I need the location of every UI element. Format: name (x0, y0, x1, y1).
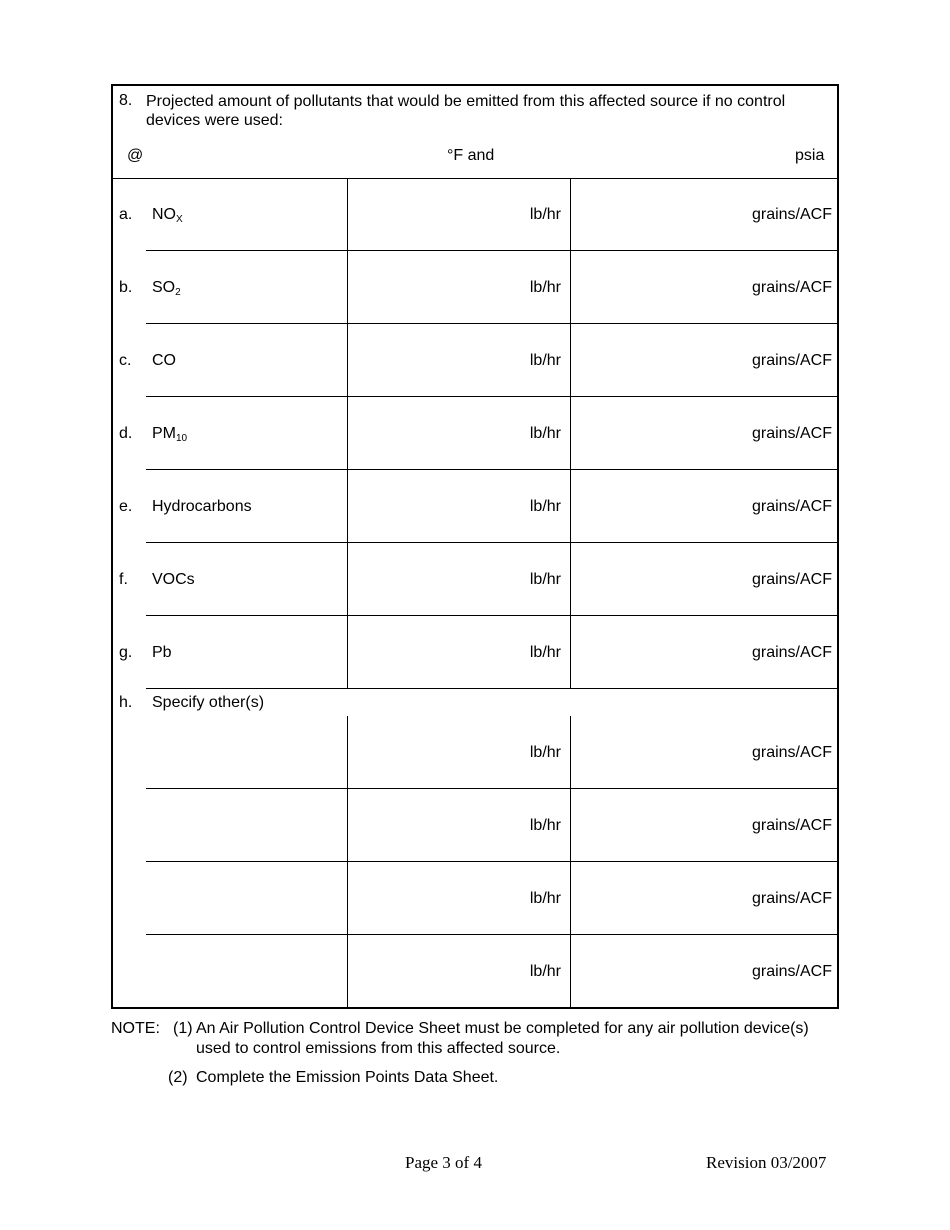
grains-acf-unit: grains/ACF (751, 644, 832, 661)
row-letter-b: b. (119, 279, 133, 296)
pollutant-hydrocarbons: Hydrocarbons (152, 498, 252, 515)
row-letter-g: g. (119, 644, 133, 661)
lb-hr-unit: lb/hr (529, 817, 561, 834)
grains-acf-unit: grains/ACF (751, 571, 832, 588)
row-letter-h: h. (119, 694, 133, 711)
column-divider-2 (570, 178, 571, 688)
lb-hr-unit: lb/hr (529, 352, 561, 369)
other-name-field[interactable] (146, 790, 346, 861)
other-name-field[interactable] (146, 716, 346, 788)
lb-hr-unit: lb/hr (529, 571, 561, 588)
lb-hr-unit: lb/hr (529, 279, 561, 296)
row-divider (146, 788, 837, 789)
row-divider (146, 250, 837, 251)
grains-acf-unit: grains/ACF (751, 352, 832, 369)
row-letter-e: e. (119, 498, 133, 515)
row-divider (146, 469, 837, 470)
grains-acf-unit: grains/ACF (751, 817, 832, 834)
lb-hr-unit: lb/hr (529, 644, 561, 661)
pressure-label: psia (795, 147, 825, 164)
lb-hr-unit: lb/hr (529, 963, 561, 980)
lb-hr-unit: lb/hr (529, 890, 561, 907)
note-number: (1) (173, 1020, 193, 1037)
grains-acf-unit: grains/ACF (751, 279, 832, 296)
lb-hr-unit: lb/hr (529, 425, 561, 442)
row-divider (146, 861, 837, 862)
grid-top-line (113, 178, 837, 179)
pollutant-co: CO (152, 352, 176, 369)
grains-acf-unit: grains/ACF (751, 498, 832, 515)
question-number: 8. (119, 92, 133, 109)
row-letter-d: d. (119, 425, 133, 442)
specify-other-label: Specify other(s) (152, 694, 265, 711)
note-label: NOTE: (111, 1020, 160, 1037)
grains-acf-unit: grains/ACF (751, 963, 832, 980)
pollutant-nox: $NO_X$ (152, 206, 183, 225)
lb-hr-unit: lb/hr (529, 206, 561, 223)
question-text: Projected amount of pollutants that would be emitted from this affected source if no control devices were used: (146, 93, 786, 129)
at-symbol: @ (127, 147, 144, 164)
note-text: Complete the Emission Points Data Sheet. (196, 1069, 499, 1086)
lb-hr-unit: lb/hr (529, 744, 561, 761)
other-name-field[interactable] (146, 936, 346, 1006)
row-divider (146, 688, 837, 689)
row-divider (146, 396, 837, 397)
note-number: (2) (168, 1069, 188, 1086)
pollutant-pm10: $PM_{10}$ (152, 425, 188, 444)
row-letter-a: a. (119, 206, 133, 223)
lb-hr-unit: lb/hr (529, 498, 561, 515)
row-letter-c: c. (119, 352, 132, 369)
row-divider (146, 323, 837, 324)
grains-acf-unit: grains/ACF (751, 890, 832, 907)
temperature-label: °F and (447, 147, 495, 164)
pollutant-pb: Pb (152, 644, 172, 661)
revision-date: Revision 03/2007 (706, 1153, 827, 1172)
column-divider-1 (347, 178, 348, 688)
grains-acf-unit: grains/ACF (751, 425, 832, 442)
page-number: Page 3 of 4 (405, 1153, 482, 1172)
emissions-form (111, 84, 839, 1009)
row-divider (146, 934, 837, 935)
row-divider (146, 615, 837, 616)
note-text: An Air Pollution Control Device Sheet must be completed for any air pollution device(s) used to control emissions from this affected source. (196, 1020, 809, 1057)
row-letter-f: f. (119, 571, 128, 588)
grains-acf-unit: grains/ACF (751, 744, 832, 761)
pollutant-vocs: VOCs (152, 571, 195, 588)
pollutant-so2: $SO_2$ (152, 279, 181, 298)
other-name-field[interactable] (146, 863, 346, 934)
grains-acf-unit: grains/ACF (751, 206, 832, 223)
row-divider (146, 542, 837, 543)
